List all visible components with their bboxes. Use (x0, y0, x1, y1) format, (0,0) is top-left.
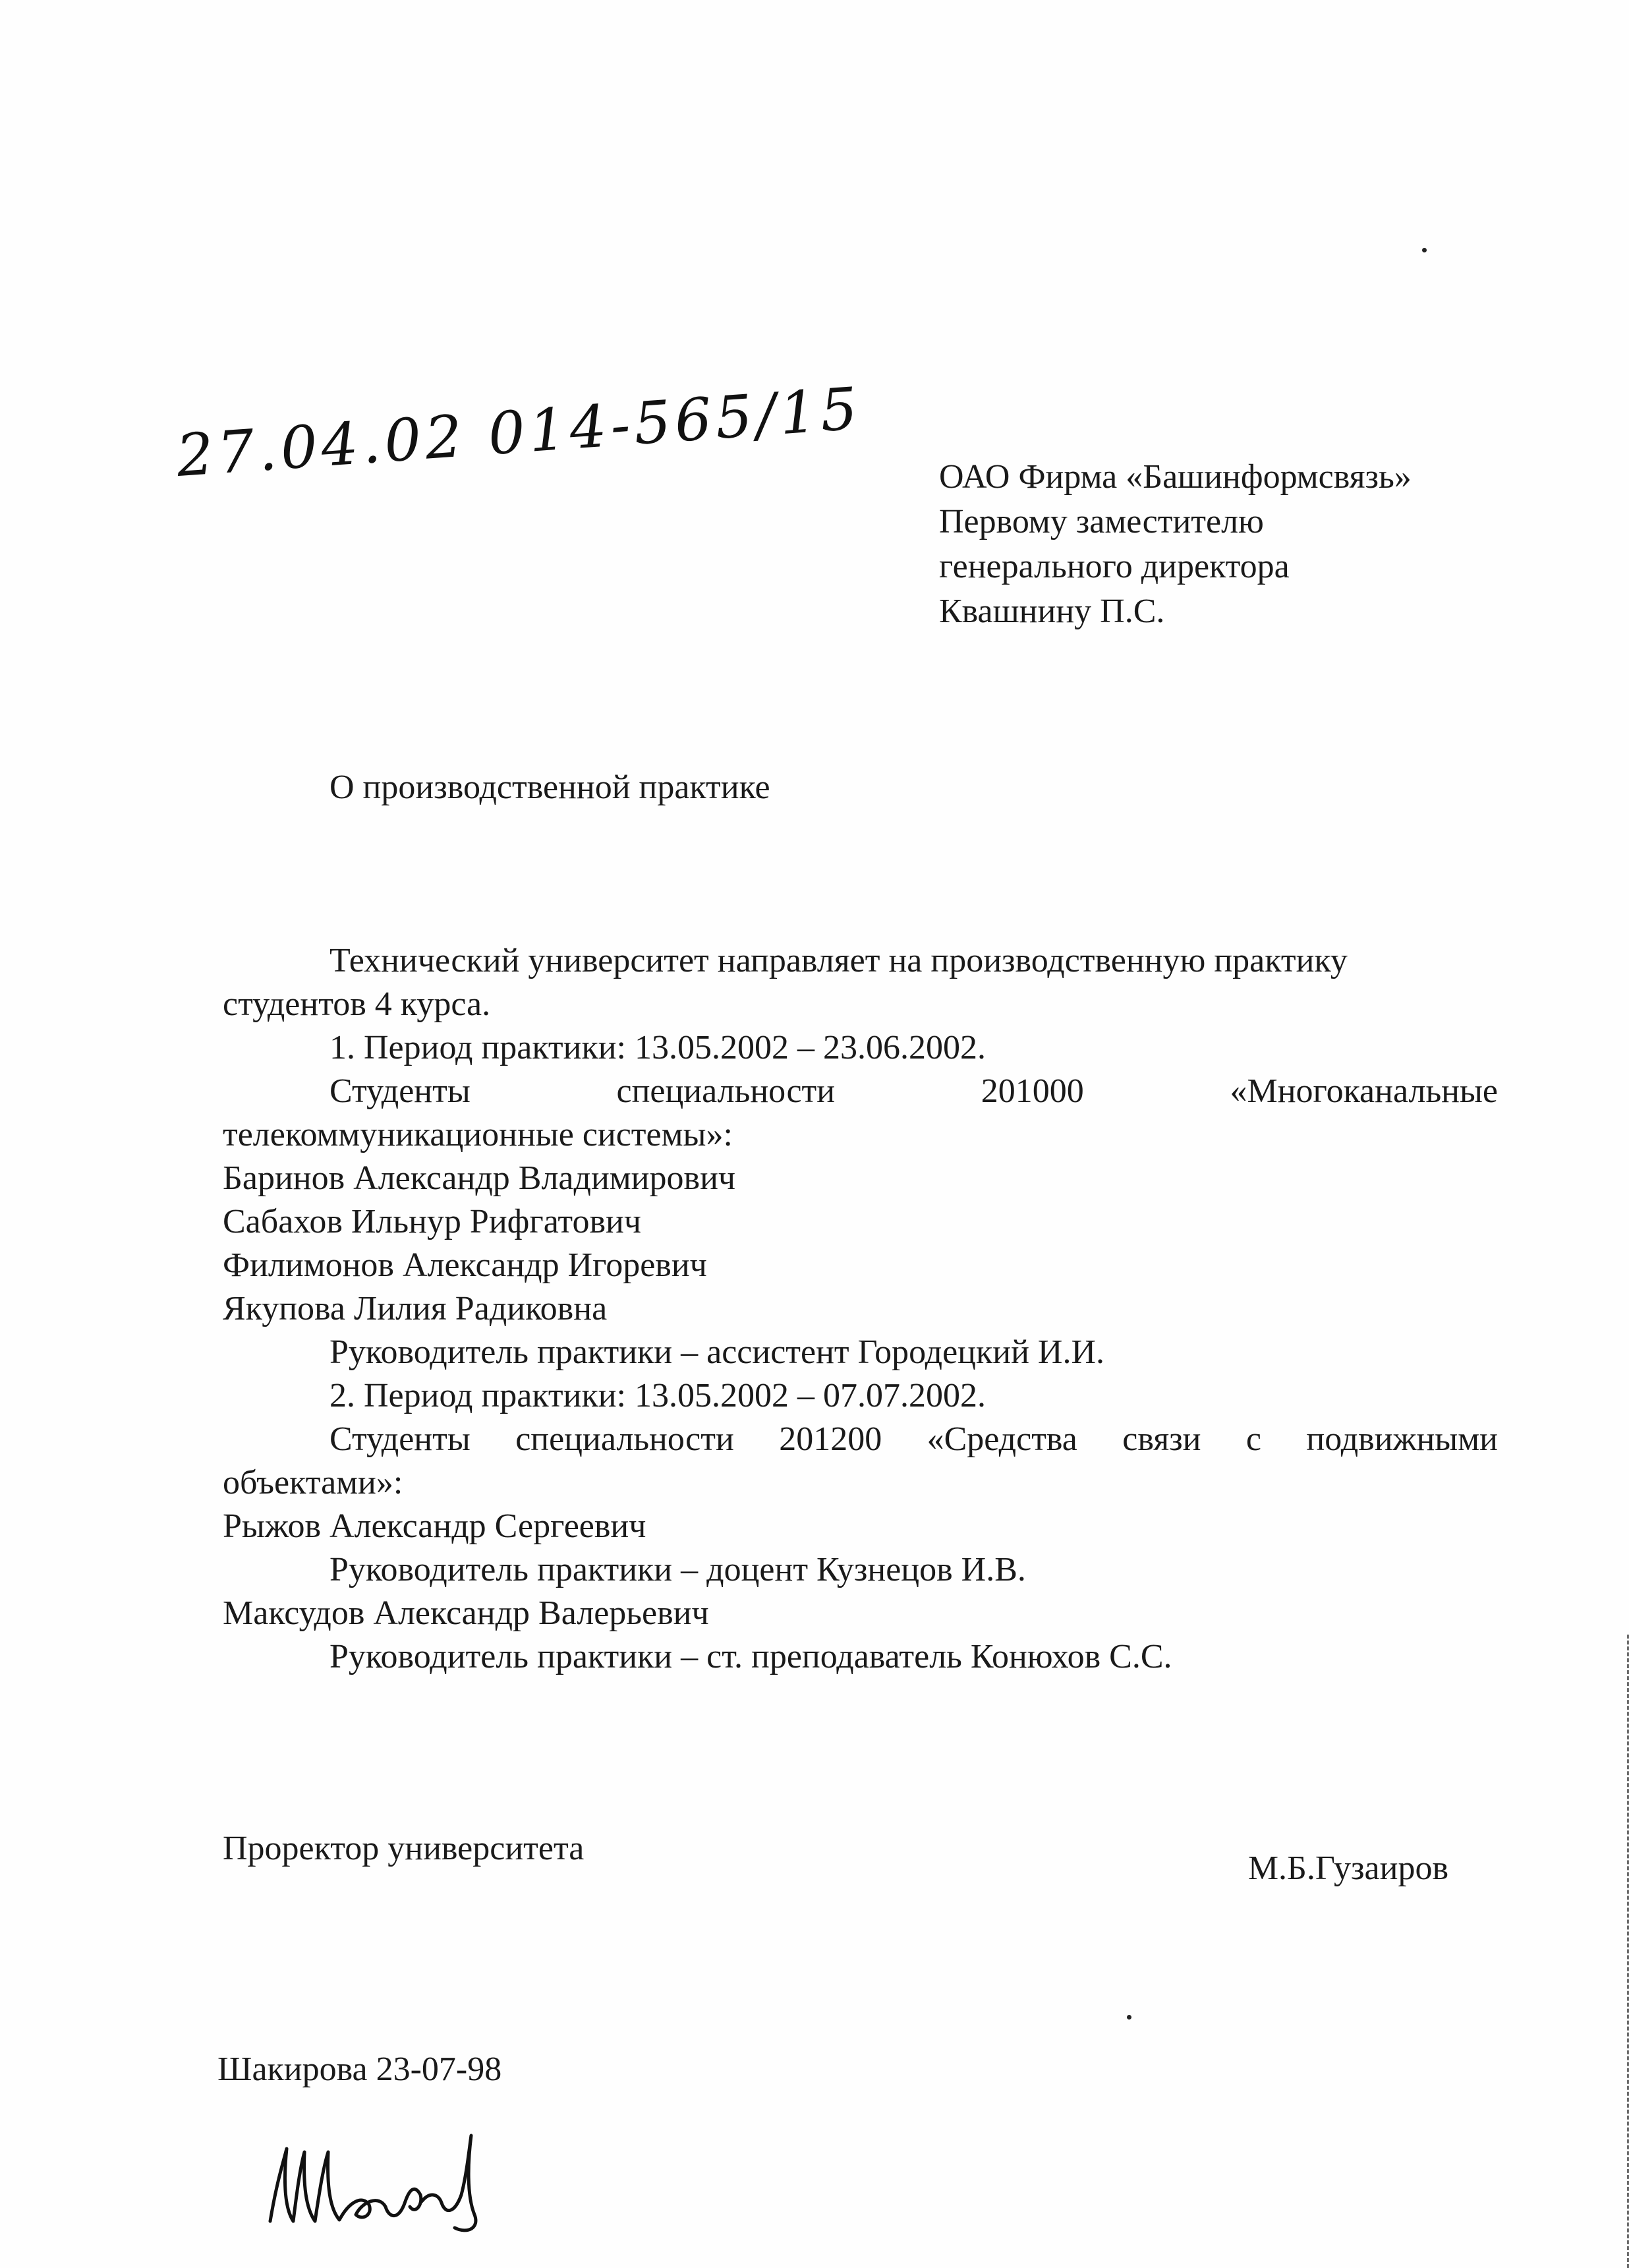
period-2: 2. Период практики: 13.05.2002 – 07.07.2002. (329, 1377, 986, 1414)
spec2-word: подвижными (1306, 1420, 1498, 1458)
specialty-1-cont: телекоммуникационные системы»: (223, 1116, 733, 1153)
spec2-word: 201200 (779, 1420, 882, 1458)
supervisor-line: Руководитель практики – доцент Кузнецов И.В. (329, 1551, 1026, 1588)
spec1-word: 201000 (981, 1072, 1084, 1110)
student-name: Баринов Александр Владимирович (223, 1159, 736, 1197)
addressee-line: генерального директора (939, 548, 1290, 585)
scan-speck (1127, 2015, 1131, 2020)
addressee-block (939, 455, 1598, 634)
supervisor-line: Руководитель практики – ст. преподаватель Конюхов С.С. (329, 1638, 1172, 1675)
signature-block (223, 1829, 1448, 1888)
supervisor-line: Руководитель практики – ассистент Городецкий И.И. (329, 1333, 1105, 1371)
handwritten-signature (257, 2122, 494, 2241)
intro-line (223, 939, 1498, 983)
student-name: Максудов Александр Валерьевич (223, 1594, 709, 1632)
student-name: Рыжов Александр Сергеевич (223, 1507, 646, 1545)
spec2-word: специальности (515, 1420, 734, 1458)
spec2-word: с (1245, 1420, 1261, 1458)
specialty-2-line (223, 1418, 1498, 1461)
spec2-word: Студенты (329, 1420, 471, 1458)
addressee-line: ОАО Фирма «Башинформсвязь» (939, 458, 1412, 496)
signatory-position: Проректор университета (223, 1830, 585, 1867)
spec2-word: связи (1122, 1420, 1201, 1458)
scan-speck (1422, 248, 1427, 252)
specialty-2-cont: объектами»: (223, 1464, 403, 1501)
addressee-line: Квашнину П.С. (939, 593, 1165, 630)
addressee-line: Первому заместителю (939, 503, 1264, 540)
intro-text: Технический университет направляет на производственную практику (329, 942, 1348, 979)
spec2-word: «Средства (927, 1420, 1077, 1458)
student-name: Сабахов Ильнур Рифгатович (223, 1203, 641, 1240)
intro-line-cont: студентов 4 курса. (223, 985, 491, 1023)
signatory-name: М.Б.Гузаиров (1247, 1849, 1448, 1887)
executor-info: Шакирова 23-07-98 (217, 2050, 502, 2088)
letter-subject: О производственной практике (329, 769, 770, 806)
handwritten-registration-number: 27.04.02 014-565/15 (174, 374, 864, 490)
spec1-word: специальности (616, 1072, 836, 1110)
student-name: Филимонов Александр Игоревич (223, 1246, 707, 1284)
period-1: 1. Период практики: 13.05.2002 – 23.06.2002. (329, 1029, 986, 1066)
student-name: Якупова Лилия Радиковна (223, 1290, 608, 1327)
spec1-word: «Многоканальные (1230, 1072, 1498, 1110)
spec1-word: Студенты (329, 1072, 471, 1110)
scan-edge-artifact (1625, 1635, 1629, 2268)
letter-body (223, 939, 1498, 1679)
specialty-1-line (223, 1070, 1498, 1113)
